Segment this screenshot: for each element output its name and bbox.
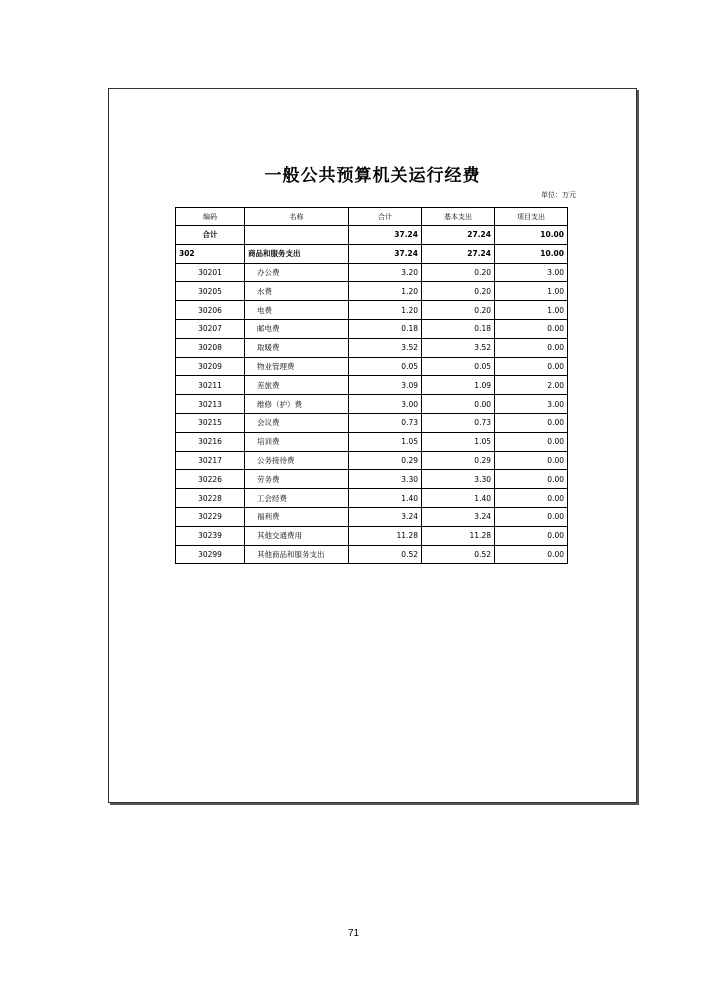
row-basic: 3.30: [422, 470, 495, 489]
header-code: 编码: [176, 208, 245, 226]
row-name: 电费: [245, 301, 349, 320]
table-row: [176, 545, 568, 564]
row-name: 培训费: [245, 432, 349, 451]
row-basic: 1.09: [422, 376, 495, 395]
row-basic: 1.05: [422, 432, 495, 451]
row-total: 1.05: [349, 432, 422, 451]
row-project: 3.00: [495, 395, 568, 414]
category-code: 302: [176, 244, 245, 263]
table-header-row: [176, 208, 568, 226]
table-row: [176, 263, 568, 282]
row-name: 差旅费: [245, 376, 349, 395]
category-row: [176, 244, 568, 263]
row-name: 劳务费: [245, 470, 349, 489]
table-row: [176, 357, 568, 376]
row-project: 1.00: [495, 282, 568, 301]
total-name: [245, 226, 349, 245]
table-row: [176, 507, 568, 526]
row-project: 0.00: [495, 413, 568, 432]
row-name: 维修（护）费: [245, 395, 349, 414]
header-total: 合计: [349, 208, 422, 226]
row-code: 30239: [176, 526, 245, 545]
row-code: 30216: [176, 432, 245, 451]
row-code: 30201: [176, 263, 245, 282]
row-project: 0.00: [495, 526, 568, 545]
row-total: 0.29: [349, 451, 422, 470]
table-row: [176, 301, 568, 320]
table-row: [176, 413, 568, 432]
row-basic: 0.52: [422, 545, 495, 564]
row-name: 其他交通费用: [245, 526, 349, 545]
category-name: 商品和服务支出: [245, 244, 349, 263]
document-title: 一般公共预算机关运行经费: [264, 166, 481, 186]
row-basic: 3.24: [422, 507, 495, 526]
row-basic: 1.40: [422, 489, 495, 508]
row-project: 3.00: [495, 263, 568, 282]
row-total: 3.30: [349, 470, 422, 489]
row-basic: 0.20: [422, 282, 495, 301]
row-code: 30299: [176, 545, 245, 564]
row-code: 30205: [176, 282, 245, 301]
row-total: 1.20: [349, 301, 422, 320]
unit-label: 单位：万元: [541, 191, 576, 199]
table-row: [176, 470, 568, 489]
total-total: 37.24: [349, 226, 422, 245]
table-row: [176, 432, 568, 451]
total-label: 合计: [176, 226, 245, 245]
row-code: 30206: [176, 301, 245, 320]
row-basic: 11.28: [422, 526, 495, 545]
row-project: 0.00: [495, 470, 568, 489]
row-name: 取暖费: [245, 338, 349, 357]
row-total: 0.52: [349, 545, 422, 564]
row-total: 3.20: [349, 263, 422, 282]
row-total: 0.73: [349, 413, 422, 432]
table-row: [176, 338, 568, 357]
table-row: [176, 489, 568, 508]
row-code: 30211: [176, 376, 245, 395]
row-name: 工会经费: [245, 489, 349, 508]
row-project: 2.00: [495, 376, 568, 395]
row-project: 0.00: [495, 507, 568, 526]
total-project: 10.00: [495, 226, 568, 245]
row-total: 0.18: [349, 319, 422, 338]
row-total: 3.00: [349, 395, 422, 414]
category-basic: 27.24: [422, 244, 495, 263]
row-code: 30213: [176, 395, 245, 414]
row-total: 1.20: [349, 282, 422, 301]
row-total: 0.05: [349, 357, 422, 376]
row-basic: 0.20: [422, 263, 495, 282]
row-project: 0.00: [495, 489, 568, 508]
row-code: 30209: [176, 357, 245, 376]
table-row: [176, 395, 568, 414]
budget-table: [175, 207, 568, 564]
row-project: 0.00: [495, 319, 568, 338]
row-total: 3.24: [349, 507, 422, 526]
table-row: [176, 376, 568, 395]
row-name: 邮电费: [245, 319, 349, 338]
table-row: [176, 451, 568, 470]
header-basic: 基本支出: [422, 208, 495, 226]
row-basic: 0.00: [422, 395, 495, 414]
row-name: 办公费: [245, 263, 349, 282]
row-name: 水费: [245, 282, 349, 301]
row-code: 30208: [176, 338, 245, 357]
row-code: 30226: [176, 470, 245, 489]
table-row: [176, 319, 568, 338]
row-basic: 0.20: [422, 301, 495, 320]
row-total: 3.09: [349, 376, 422, 395]
category-total: 37.24: [349, 244, 422, 263]
row-basic: 0.18: [422, 319, 495, 338]
table-row: [176, 526, 568, 545]
row-project: 0.00: [495, 451, 568, 470]
document-frame: [108, 88, 637, 803]
row-code: 30217: [176, 451, 245, 470]
header-project: 项目支出: [495, 208, 568, 226]
row-name: 会议费: [245, 413, 349, 432]
row-name: 福利费: [245, 507, 349, 526]
row-basic: 0.05: [422, 357, 495, 376]
row-name: 物业管理费: [245, 357, 349, 376]
category-project: 10.00: [495, 244, 568, 263]
total-row: [176, 226, 568, 245]
row-project: 1.00: [495, 301, 568, 320]
row-name: 公务接待费: [245, 451, 349, 470]
total-basic: 27.24: [422, 226, 495, 245]
row-name: 其他商品和服务支出: [245, 545, 349, 564]
row-project: 0.00: [495, 357, 568, 376]
table-row: [176, 282, 568, 301]
row-code: 30229: [176, 507, 245, 526]
row-basic: 3.52: [422, 338, 495, 357]
row-project: 0.00: [495, 545, 568, 564]
row-project: 0.00: [495, 338, 568, 357]
row-code: 30228: [176, 489, 245, 508]
page-number: 71: [347, 928, 360, 939]
row-project: 0.00: [495, 432, 568, 451]
row-basic: 0.73: [422, 413, 495, 432]
row-code: 30207: [176, 319, 245, 338]
row-total: 3.52: [349, 338, 422, 357]
row-total: 11.28: [349, 526, 422, 545]
row-basic: 0.29: [422, 451, 495, 470]
row-total: 1.40: [349, 489, 422, 508]
header-name: 名称: [245, 208, 349, 226]
row-code: 30215: [176, 413, 245, 432]
